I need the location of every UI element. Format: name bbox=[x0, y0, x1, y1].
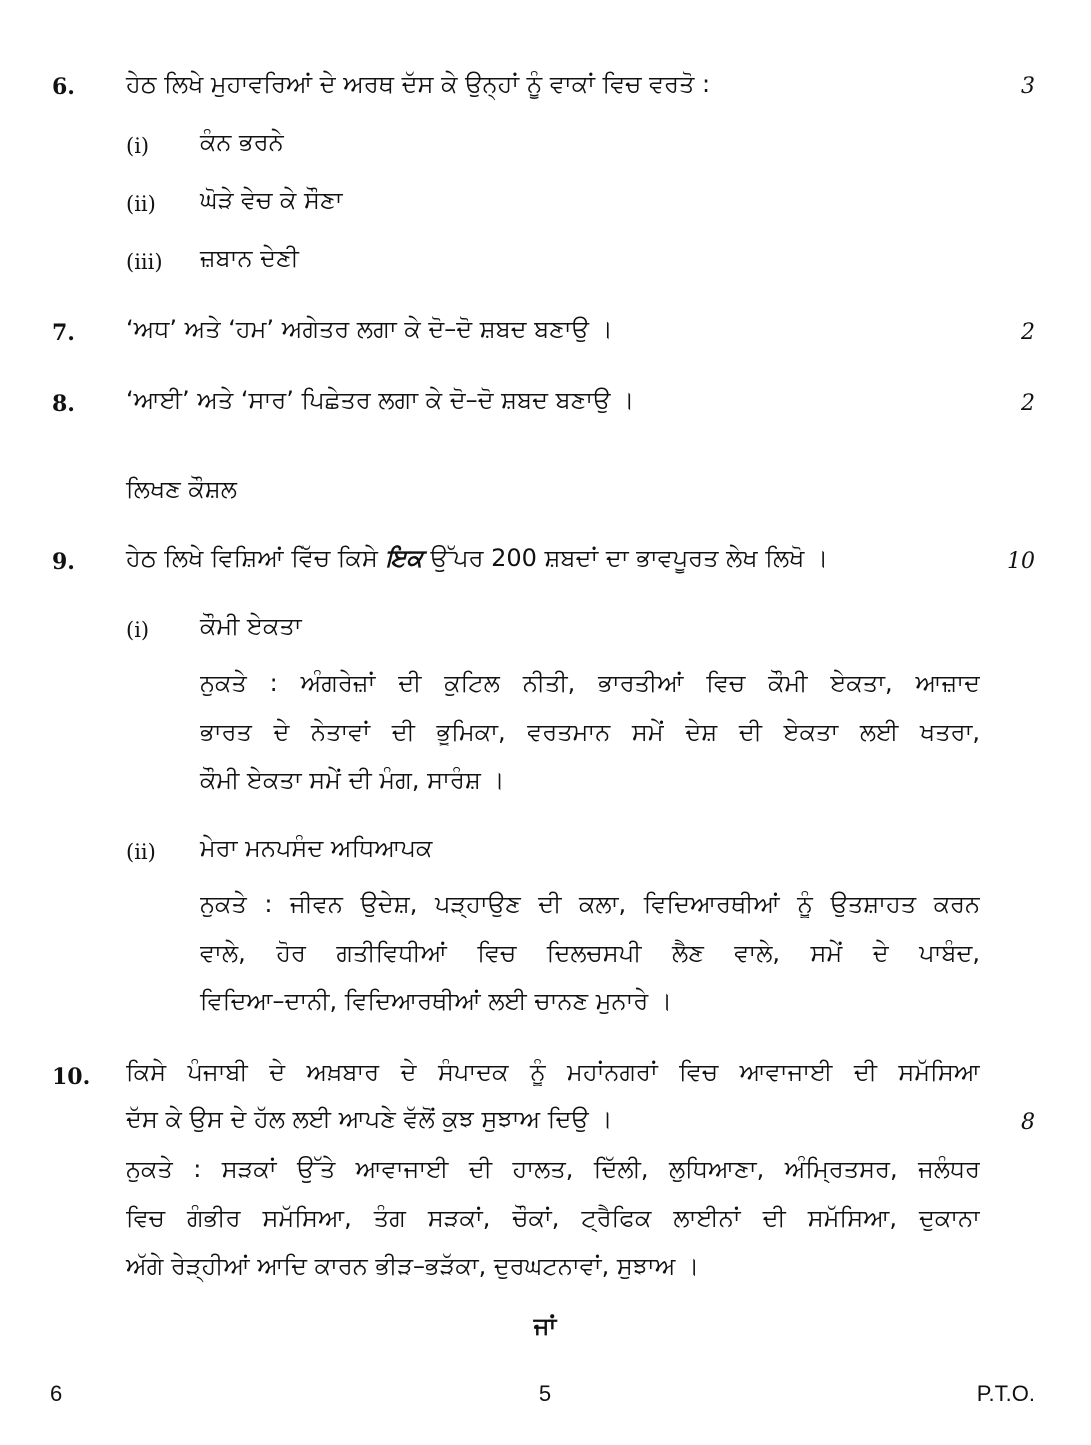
q6-item-3-roman: (iii) bbox=[126, 250, 163, 274]
q6-item-2-roman: (ii) bbox=[126, 192, 156, 216]
question-10-points-line: ਨੁਕਤੇ : ਸੜਕਾਂ ਉੱਤੇ ਆਵਾਜਾਈ ਦੀ ਹਾਲਤ, ਦਿੱਲੀ, ਲੁਧਿਆਣਾ, ਅੰਮ੍ਰਿਤਸਰ, ਜਲੰਧਰ bbox=[126, 1155, 980, 1183]
question-8-number: 8. bbox=[52, 391, 75, 417]
question-10-number: 10. bbox=[52, 1064, 91, 1090]
q9-option-1-points-line: ਕੌਮੀ ਏਕਤਾ ਸਮੇਂ ਦੀ ਮੰਗ, ਸਾਰੰਸ਼ । bbox=[200, 766, 505, 794]
question-9-number: 9. bbox=[52, 549, 75, 575]
q9-option-1-roman: (i) bbox=[126, 618, 150, 642]
section-heading: ਲਿਖਣ ਕੌਸ਼ਲ bbox=[126, 475, 237, 503]
question-10-text-line: ਕਿਸੇ ਪੰਜਾਬੀ ਦੇ ਅਖ਼ਬਾਰ ਦੇ ਸੰਪਾਦਕ ਨੂੰ ਮਹਾਂਨਗਰਾਂ ਵਿਚ ਆਵਾਜਾਈ ਦੀ ਸਮੱਸਿਆ bbox=[126, 1058, 980, 1086]
question-10-points-line: ਵਿਚ ਗੰਭੀਰ ਸਮੱਸਿਆ, ਤੰਗ ਸੜਕਾਂ, ਚੌਕਾਂ, ਟ੍ਰੈਫਿਕ ਲਾਈਨਾਂ ਦੀ ਸਮੱਸਿਆ, ਦੁਕਾਨਾ bbox=[126, 1204, 980, 1232]
q9-option-2-roman: (ii) bbox=[126, 840, 156, 864]
question-9-text bbox=[126, 544, 828, 572]
q6-item-3-text: ਜ਼ਬਾਨ ਦੇਣੀ bbox=[200, 244, 299, 272]
q6-item-1-text: ਕੰਨ ਭਰਨੇ bbox=[200, 128, 284, 156]
question-9-text-after: ਉੱਪਰ 200 ਸ਼ਬਦਾਂ ਦਾ ਭਾਵਪੂਰਤ ਲੇਖ ਲਿਖੋ । bbox=[430, 544, 829, 572]
question-9-marks: 10 bbox=[1007, 549, 1035, 574]
question-7-marks: 2 bbox=[1021, 320, 1035, 345]
question-7-number: 7. bbox=[52, 320, 75, 346]
question-8-marks: 2 bbox=[1021, 391, 1035, 416]
question-8-text: ‘ਆਈ’ ਅਤੇ ‘ਸਾਰ’ ਪਿਛੇਤਰ ਲਗਾ ਕੇ ਦੋ–ਦੋ ਸ਼ਬਦ ਬਣਾਉ । bbox=[126, 386, 635, 414]
q9-option-2-points-line: ਨੁਕਤੇ : ਜੀਵਨ ਉਦੇਸ਼, ਪੜ੍ਹਾਉਣ ਦੀ ਕਲਾ, ਵਿਦਿਆਰਥੀਆਂ ਨੂੰ ਉਤਸ਼ਾਹਤ ਕਰਨ bbox=[200, 890, 980, 918]
q6-item-1-roman: (i) bbox=[126, 134, 150, 158]
q9-option-1-points-line: ਨੁਕਤੇ : ਅੰਗਰੇਜ਼ਾਂ ਦੀ ਕੁਟਿਲ ਨੀਤੀ, ਭਾਰਤੀਆਂ ਵਿਚ ਕੌਮੀ ਏਕਤਾ, ਆਜ਼ਾਦ bbox=[200, 669, 980, 697]
question-9-text-before: ਹੇਠ ਲਿਖੇ ਵਿਸ਼ਿਆਂ ਵਿੱਚ ਕਿਸੇ bbox=[126, 544, 378, 572]
question-9-emphasis: ਇਕ bbox=[385, 544, 423, 572]
footer-pto: P.T.O. bbox=[976, 1381, 1035, 1406]
q9-option-2-points-line: ਵਾਲੇ, ਹੋਰ ਗਤੀਵਿਧੀਆਂ ਵਿਚ ਦਿਲਚਸਪੀ ਲੈਣ ਵਾਲੇ, ਸਮੇਂ ਦੇ ਪਾਬੰਦ, bbox=[200, 939, 980, 967]
footer-code: 6 bbox=[50, 1381, 63, 1406]
question-6-marks: 3 bbox=[1021, 74, 1035, 99]
question-6-number: 6. bbox=[52, 74, 75, 100]
question-7-text: ‘ਅਧ’ ਅਤੇ ‘ਹਮ’ ਅਗੇਤਰ ਲਗਾ ਕੇ ਦੋ–ਦੋ ਸ਼ਬਦ ਬਣਾਉ । bbox=[126, 315, 613, 343]
footer-page-number: 5 bbox=[538, 1381, 552, 1406]
q9-option-1-title: ਕੌਮੀ ਏਕਤਾ bbox=[200, 612, 302, 640]
question-10-marks: 8 bbox=[1021, 1110, 1035, 1135]
question-10-text-line: ਦੱਸ ਕੇ ਉਸ ਦੇ ਹੱਲ ਲਈ ਆਪਣੇ ਵੱਲੋਂ ਕੁਝ ਸੁਝਾਅ ਦਿਉ । bbox=[126, 1105, 613, 1133]
question-6-text: ਹੇਠ ਲਿਖੇ ਮੁਹਾਵਰਿਆਂ ਦੇ ਅਰਥ ਦੱਸ ਕੇ ਉਨ੍ਹਾਂ ਨੂੰ ਵਾਕਾਂ ਵਿਚ ਵਰਤੋ : bbox=[126, 70, 711, 98]
q9-option-2-title: ਮੇਰਾ ਮਨਪਸੰਦ ਅਧਿਆਪਕ bbox=[200, 834, 433, 862]
or-label: ਜਾਂ bbox=[533, 1312, 557, 1340]
q9-option-2-points-line: ਵਿਦਿਆ–ਦਾਨੀ, ਵਿਦਿਆਰਥੀਆਂ ਲਈ ਚਾਨਣ ਮੁਨਾਰੇ । bbox=[200, 987, 673, 1015]
q6-item-2-text: ਘੋੜੇ ਵੇਚ ਕੇ ਸੌਣਾ bbox=[200, 186, 343, 214]
q9-option-1-points-line: ਭਾਰਤ ਦੇ ਨੇਤਾਵਾਂ ਦੀ ਭੂਮਿਕਾ, ਵਰਤਮਾਨ ਸਮੇਂ ਦੇਸ਼ ਦੀ ਏਕਤਾ ਲਈ ਖਤਰਾ, bbox=[200, 718, 980, 746]
question-10-points-line: ਅੱਗੇ ਰੇੜ੍ਹੀਆਂ ਆਦਿ ਕਾਰਨ ਭੀੜ–ਭੜੱਕਾ, ਦੁਰਘਟਨਾਵਾਂ, ਸੁਝਾਅ । bbox=[126, 1252, 700, 1280]
